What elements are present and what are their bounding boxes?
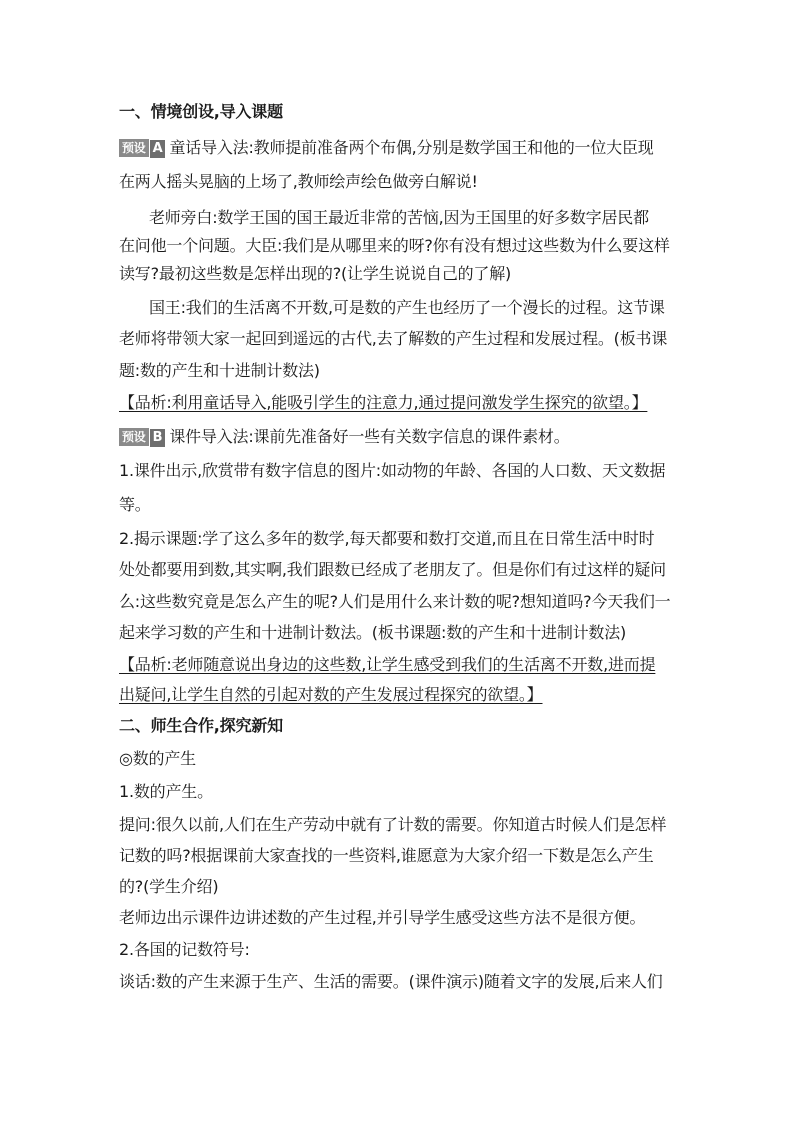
narration-line-3: 读写?最初这些数是怎样出现的?(让学生说说自己的了解) — [119, 264, 512, 283]
talk-line: 谈话:数的产生来源于生产、生活的需要。(课件演示)随着文字的发展,后来人们 — [119, 972, 663, 991]
preset-b-badge-label: 预设 — [119, 428, 149, 446]
preset-b-comment-line-1: 【品析:老师随意说出身边的这些数,让学生感受到我们的生活离不开数,进而提 — [119, 655, 656, 674]
narration-line-2: 在问他一个问题。大臣:我们是从哪里来的呀?你有没有想过这些数为什么要这样 — [119, 236, 670, 255]
preset-a-comment: 【品析:利用童话导入,能吸引学生的注意力,通过提问激发学生探究的欲望。】 — [119, 393, 648, 412]
question-line-3: 的?(学生介绍) — [119, 877, 219, 896]
item-2-line-2: 处处都要用到数,其实啊,我们跟数已经成了老朋友了。但是你们有过这样的疑问 — [119, 560, 666, 579]
narration-line-1: 老师旁白:数学王国的国王最近非常的苦恼,因为王国里的好多数字居民都 — [149, 208, 649, 227]
king-line-3: 题:数的产生和十进制计数法) — [119, 361, 320, 380]
preset-b-badge — [119, 427, 165, 445]
question-line-1: 提问:很久以前,人们在生产劳动中就有了计数的需要。你知道古时候人们是怎样 — [119, 815, 667, 834]
king-line-1: 国王:我们的生活离不开数,可是数的产生也经历了一个漫长的过程。这节课 — [149, 298, 665, 317]
section-2-item-1: 1.数的产生。 — [119, 782, 213, 801]
section-2-subheading: ◎数的产生 — [119, 749, 196, 768]
section-2-heading: 二、师生合作,探究新知 — [119, 716, 283, 735]
item-2-line-1: 2.揭示课题:学了这么多年的数学,每天都要和数打交道,而且在日常生活中时时 — [119, 529, 655, 548]
teacher-line: 老师边出示课件边讲述数的产生过程,并引导学生感受这些方法不是很方便。 — [119, 908, 646, 927]
preset-b-text: 课件导入法:课前先准备好一些有关数字信息的课件素材。 — [169, 427, 570, 446]
preset-b-comment-line-2: 出疑问,让学生自然的引起对数的产生发展过程探究的欲望。】 — [119, 685, 543, 704]
preset-b-line — [119, 426, 570, 448]
item-1-line-1: 1.课件出示,欣赏带有数字信息的图片:如动物的年龄、各国的人口数、天文数据 — [119, 461, 666, 480]
preset-a-line-1 — [119, 137, 654, 159]
section-1-heading: 一、情境创设,导入课题 — [119, 102, 283, 121]
question-line-2: 记数的吗?根据课前大家查找的一些资料,谁愿意为大家介绍一下数是怎么产生 — [119, 846, 654, 865]
preset-a-badge — [119, 138, 165, 156]
preset-a-badge-label: 预设 — [119, 139, 149, 157]
king-line-2: 老师将带领大家一起回到遥远的古代,去了解数的产生过程和发展过程。(板书课 — [119, 329, 668, 348]
preset-a-badge-letter: A — [149, 140, 166, 158]
item-1-line-2: 等。 — [119, 495, 151, 514]
preset-b-badge-letter: B — [149, 429, 166, 447]
preset-a-line-2: 在两人摇头晃脑的上场了,教师绘声绘色做旁白解说! — [119, 172, 478, 191]
item-2-line-3: 么:这些数究竟是怎么产生的呢?人们是用什么来计数的呢?想知道吗?今天我们一 — [119, 592, 671, 611]
preset-a-text: 童话导入法:教师提前准备两个布偶,分别是数学国王和他的一位大臣现 — [169, 138, 654, 157]
section-2-item-2: 2.各国的记数符号: — [119, 940, 250, 959]
item-2-line-4: 起来学习数的产生和十进制计数法。(板书课题:数的产生和十进制计数法) — [119, 623, 627, 642]
